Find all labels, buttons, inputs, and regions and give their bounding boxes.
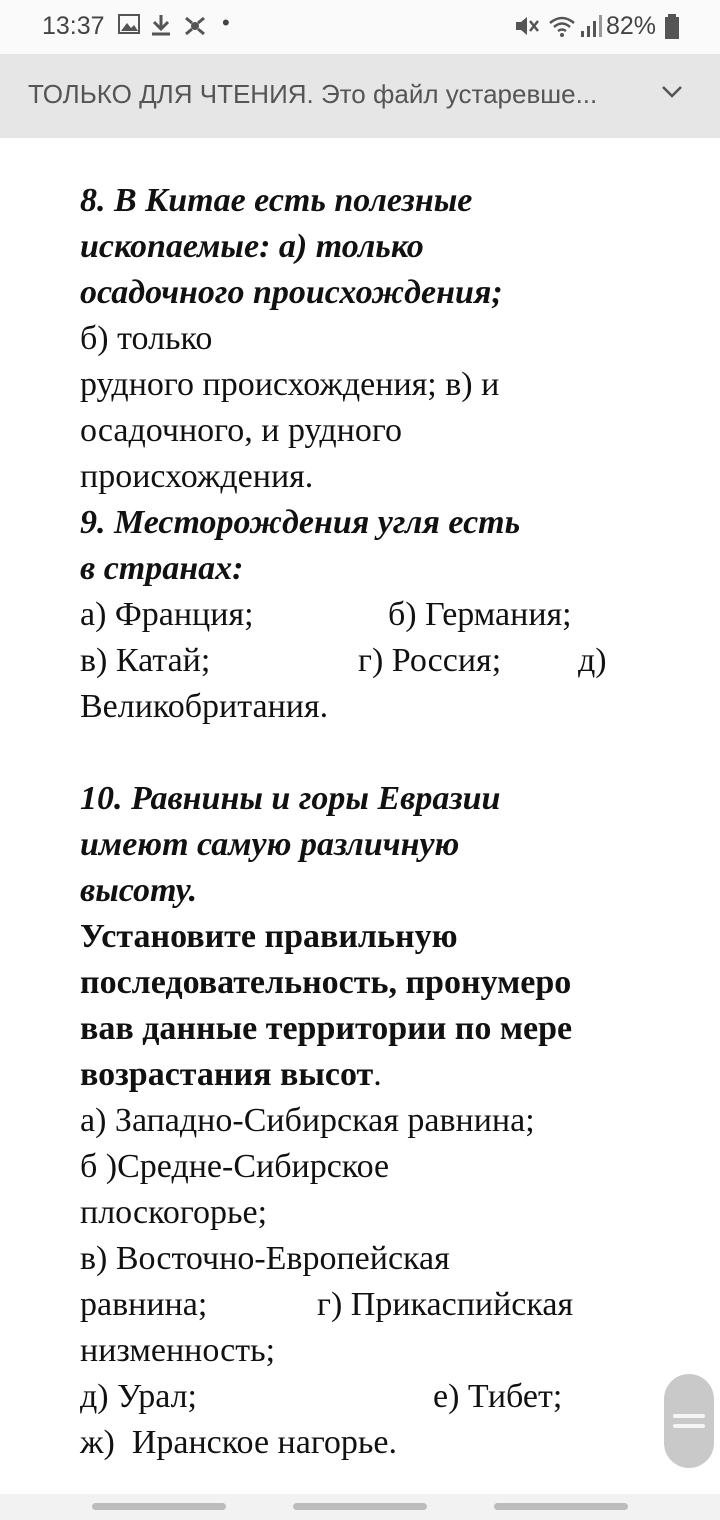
q9-option-g: г) Россия; — [358, 642, 502, 679]
q8-title-line: ископаемые: а) только — [80, 228, 424, 265]
q9-title-line: 9. Месторождения угля есть — [80, 504, 521, 541]
q10-instruction-text: возрастания высот — [80, 1056, 374, 1093]
q10-option-a: а) Западно-Сибирская равнина; — [80, 1102, 535, 1139]
q8-title-line: 8. В Китае есть полезные — [80, 182, 473, 219]
q10-title-line: высоту. — [80, 872, 198, 909]
q10-options-row — [80, 1282, 660, 1328]
q10-option-b-continued: плоскогорье; — [80, 1194, 268, 1231]
q9-options-row — [80, 638, 660, 684]
q10-instruction-line: последовательность, пронумеро — [80, 964, 572, 1001]
scroll-handle-grip — [673, 1414, 705, 1418]
chevron-down-icon[interactable] — [660, 84, 684, 100]
q9-options-row — [80, 592, 660, 638]
q8-body-line: происхождения. — [80, 458, 314, 495]
banner-text: ТОЛЬКО ДЛЯ ЧТЕНИЯ. Это файл устаревше... — [28, 79, 598, 109]
q9-title-line: в странах: — [80, 550, 244, 587]
q8-body-line: осадочного, и рудного — [80, 412, 402, 449]
battery-percentage: 82% — [606, 12, 657, 40]
q9-option-b: б) Германия; — [388, 596, 572, 633]
wifi-icon — [548, 14, 576, 38]
q9-option-v: в) Катай; — [80, 642, 211, 679]
q9-option-d: д) — [578, 642, 607, 679]
app-icon — [182, 14, 208, 38]
battery-icon — [664, 14, 680, 40]
q10-option-g-continued: низменность; — [80, 1332, 276, 1369]
q8-body-line: б) только — [80, 320, 213, 357]
q10-option-zh: ж) Иранское нагорье. — [80, 1424, 398, 1461]
status-bar — [0, 0, 720, 54]
q9-option-d-continued: Великобритания. — [80, 688, 329, 725]
mute-icon — [514, 14, 540, 38]
q10-instruction-line: вав данные территории по мере — [80, 1010, 573, 1047]
q8-body-line: рудного происхождения; в) и — [80, 366, 500, 403]
clock: 13:37 — [42, 12, 105, 40]
nav-recents-button[interactable] — [92, 1503, 226, 1510]
scroll-handle-grip — [673, 1424, 705, 1428]
image-icon — [118, 14, 140, 34]
notification-dot: • — [222, 10, 230, 35]
q10-option-v-continued: равнина; — [80, 1286, 208, 1323]
bottom-nav-bar — [0, 1494, 720, 1520]
q10-option-d: д) Урал; — [80, 1378, 198, 1415]
q10-title-line: имеют самую различную — [80, 826, 460, 863]
q10-option-g: г) Прикаспийская — [317, 1286, 574, 1323]
signal-icon — [580, 14, 602, 38]
q10-title-line: 10. Равнины и горы Евразии — [80, 780, 501, 817]
q10-options-row — [80, 1374, 660, 1420]
q10-instruction-last-line — [80, 1052, 660, 1098]
q8-title-line: осадочного происхождения; — [80, 274, 503, 311]
q10-option-b: б )Средне-Сибирское — [80, 1148, 390, 1185]
q10-option-v: в) Восточно-Европейская — [80, 1240, 450, 1277]
scroll-handle[interactable] — [664, 1374, 714, 1468]
document-body — [80, 178, 660, 1466]
download-icon — [150, 14, 172, 36]
read-only-banner[interactable] — [0, 54, 720, 138]
q9-option-a: а) Франция; — [80, 596, 254, 633]
nav-back-button[interactable] — [494, 1503, 628, 1510]
q10-instruction-period: . — [373, 1056, 382, 1093]
nav-home-button[interactable] — [293, 1503, 427, 1510]
q10-instruction-line: Установите правильную — [80, 918, 458, 955]
q10-option-e: е) Тибет; — [433, 1378, 563, 1415]
blank-line — [80, 730, 660, 776]
